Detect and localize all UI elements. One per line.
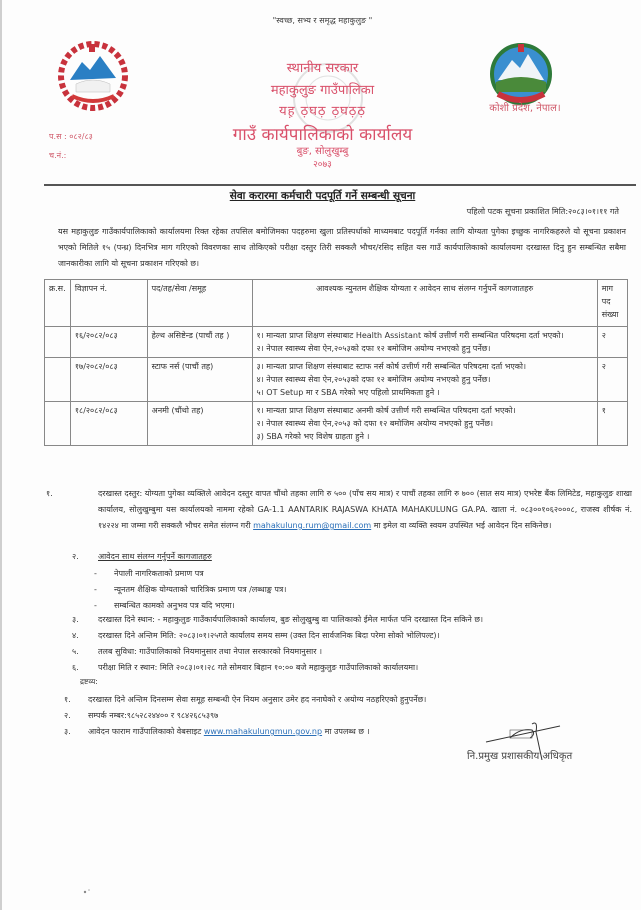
note-number: ३. xyxy=(64,727,71,736)
header-municipality: महाकुलुङ गाउँपालिका xyxy=(270,83,375,98)
cell-qualification xyxy=(252,402,597,446)
cell-post: स्टाफ नर्स (पाचौं तह) xyxy=(147,358,252,402)
col-header-adv-no: विज्ञापन नं. xyxy=(70,280,147,327)
table-header-row xyxy=(45,280,628,327)
cell-post: अनमी (चौंथो तह) xyxy=(147,402,252,446)
table-row xyxy=(45,358,628,402)
cell-qualification xyxy=(252,327,597,358)
section-text: तलब सुविधा: गाउँपालिकाको नियमानुसार तथा नेपाल सरकारको नियमानुसार । xyxy=(98,647,323,656)
section-number: ५. xyxy=(72,647,79,656)
col-header-count: माग पद संख्या xyxy=(597,280,627,327)
section-text: दरखास्त दस्तुर: योग्यता पुगेका व्यक्तिले आवेदन दस्तुर वापत चौंथो तहका लागि रु ५०० (पाँच सय मात्र) र पाचौं तहका लागि रु ७०० (सात सय मात्र) एभरेष्ट बैंक लिमिटेड, महाकुलुङ शाखा कार्यालय, सोलुखुम्बुमा यस कार्यालयको नाममा रहेको GA-1.1 AANTARIK RAJASWA KHATA MAHAKULUNG GA.PA. खाता नं. ०८३००१०६२०००८, राजस्व शीर्षक नं. १४२२४ मा जम्मा गरी सक्कलै भौचर समेत संलग्न गरी xyxy=(98,489,632,530)
notice-title: सेवा करारमा कर्मचारी पदपूर्ति गर्ने सम्बन्धी सूचना xyxy=(229,190,416,202)
section-documents xyxy=(72,549,632,565)
qualification-item: २। नेपाल स्वास्थ्य सेवा ऐन,२०५३ को दफा १२ बमोजिम अयोग्य नभएको हुनु पर्नेछ। xyxy=(256,419,493,428)
qualification-item: ५। OT Setup मा र SBA गरेको भए पहिलो प्राथमिकता हुने । xyxy=(256,388,440,397)
scan-speck xyxy=(82,888,92,894)
section-heading: आवेदन साथ संलग्न गर्नुपर्ने कागजातहरु xyxy=(98,552,212,561)
qualification-item: १। मान्यता प्राप्त शिक्षण संस्थाबाट अनमी कोर्ष उत्तीर्ण गरी सम्बन्धित परिषदमा दर्ता भएको। xyxy=(256,406,516,415)
col-header-qualification: आवश्यक न्युनतम शैक्षिक योग्यता र आवेदन साथ संलग्न गर्नुपर्ने कागजातहरु xyxy=(252,280,597,327)
qualification-item: ३। मान्यता प्राप्त शिक्षण संस्थाबाट स्टाफ नर्स कोर्ष उत्तीर्ण गरी सम्बन्धित परिषदमा दर्ता भएको। xyxy=(256,362,526,371)
cell-sn xyxy=(45,358,71,402)
header-office: गाउँ कार्यपालिकाको कार्यालय xyxy=(232,125,413,145)
section-deadline xyxy=(72,628,632,644)
cell-adv-no: १६/२०८२/०८३ xyxy=(70,327,147,358)
note-number: १. xyxy=(64,695,71,704)
section-exam xyxy=(72,660,632,676)
cell-count: २ xyxy=(597,327,627,358)
table-row xyxy=(45,327,628,358)
col-header-post: पद/तह/सेवा /समूह xyxy=(147,280,252,327)
section-number: ३. xyxy=(72,615,79,624)
cell-sn xyxy=(45,402,71,446)
email-link[interactable]: mahakulung.rum@gmail.com xyxy=(253,521,372,530)
header-script-line: यह़ ठ़घठ़ ठ़घठ़ठ़ xyxy=(279,104,366,119)
note-text: सम्पर्क नम्बर:९८५२८२४४०० र ९८४२६८५३९७ xyxy=(88,711,219,720)
col-header-sn: क्र.स. xyxy=(45,280,71,327)
dispatch-number: च.नं.: xyxy=(49,151,67,160)
motto: "स्वच्छ, सभ्य र समृद्ध महाकुलुङ " xyxy=(272,16,373,25)
section-number: २. xyxy=(72,552,79,561)
qualification-item: २। नेपाल स्वास्थ्य सेवा ऐन,२०५३को दफा १२ बमोजिम अयोग्य नभएको हुनु पर्नेछ। xyxy=(256,344,491,353)
vacancy-table xyxy=(44,279,628,446)
note-number: २. xyxy=(64,711,71,720)
cell-count: २ xyxy=(597,358,627,402)
note-text: आवेदन फाराम गाउँपालिकाको वेबसाइट xyxy=(88,727,204,736)
cell-post: हेल्थ असिष्टेन्ड (पाचौं तह ) xyxy=(147,327,252,358)
section-application-fee xyxy=(46,486,632,534)
section-number: १. xyxy=(46,489,53,498)
signatory-title: नि.प्रमुख प्रशासकीय अधिकृत xyxy=(467,751,573,762)
list-item: - न्यूनतम शैक्षिक योग्यताको चारित्रिक प्रमाण पत्र /लब्धाङ्क पत्र। xyxy=(94,582,286,598)
header-divider xyxy=(44,184,636,186)
documents-list xyxy=(94,566,286,614)
header-local-government: स्थानीय सरकार xyxy=(286,61,359,76)
province-label: कोशी प्रदेश, नेपाल। xyxy=(489,103,561,114)
reference-number: प.स : ०८२/८३ xyxy=(49,132,93,141)
section-text: दरखास्त दिने अन्तिम मिति: २०८३।०१।२५गते कार्यालय समय सम्म (उक्त दिन सार्वजनिक बिदा परेमा सोको भोलिपल्ट)। xyxy=(98,631,440,640)
header-address: बुङ, सोलुखुम्बु xyxy=(296,146,349,157)
cell-sn xyxy=(45,327,71,358)
section-salary xyxy=(72,644,632,660)
list-item: - सम्बन्धित कामको अनुभव पत्र यदि भएमा। xyxy=(94,598,286,614)
table-row xyxy=(45,402,628,446)
section-text-after: मा इमेल वा व्यक्ति स्वयम उपस्थित भई आवेदन दिन सकिनेछ। xyxy=(371,521,552,530)
website-link[interactable]: www.mahakulungmun.gov.np xyxy=(203,727,323,736)
section-application-place xyxy=(72,612,632,628)
section-number: ६. xyxy=(72,663,79,672)
cell-adv-no: १७/२०८२/०८३ xyxy=(70,358,147,402)
note-text: दरखास्त दिने अन्तिम दिनसम्म सेवा समूह सम्बन्धी ऐन नियम अनुसार उमेर हद ननाघेको र अयोग्य नठहरिएको हुनुपर्नेछ। xyxy=(88,695,427,704)
qualification-item: ४। नेपाल स्वास्थ्य सेवा ऐन,२०५३को दफा १२ बमोजिम अयोग्य नभएको हुनु पर्नेछ। xyxy=(256,375,491,384)
section-text: परीक्षा मिति र स्थान: मिति २०८३।०१।२८ गते सोमवार बिहान १०:०० बजे महाकुलुङ गाउँपालिकाको कार्यालयमा। xyxy=(98,663,419,672)
notes-label: द्रष्टव्य: xyxy=(80,677,98,686)
cell-count: १ xyxy=(597,402,627,446)
note-item xyxy=(64,692,624,708)
section-number: ४. xyxy=(72,631,79,640)
qualification-item: ३) SBA गरेको भए विशेष ग्राहता हुने । xyxy=(256,432,370,441)
qualification-item: १। मान्यता प्राप्त शिक्षण संस्थाबाट Health Assistant कोर्ष उत्तीर्ण गरी सम्बन्धित परिषदमा दर्ता भएको। xyxy=(256,331,564,340)
section-text: दरखास्त दिने स्थान: - महाकुलुङ गाउँकार्यपालिकाको कार्यालय, बुङ सोलुखुम्बु वा पालिकाको ईमेल मार्फत पनि दरखास्त दिन सकिने छ। xyxy=(98,615,484,624)
cell-qualification xyxy=(252,358,597,402)
header-year: २०७३ xyxy=(313,160,332,170)
note-text-after: मा उपलब्ध छ । xyxy=(322,727,370,736)
notice-intro: यस महाकुलुङ गाउँकार्यपालिकाको कार्यालयमा रिक्त रहेका तपसिल बमोजिमका पदहरुमा खुला प्रतिस्पर्धाको माध्यमबाट पदपूर्ति गर्नका लागि योग्यता पुगेका इच्छुक नागरिकहरुले यो सूचना प्रकाशन भएको मितिले १५ (पन्ध्र) दिनभित्र माग गरिएको विवरणका साथ तोकिएको परीक्षा दस्तुर तिरी सक्कलै भौचर/रसिद सहित यस गाउँ कार्यपालिकाको कार्यालयमा दरखास्त दिनु हुन सम्बन्धित सबैमा जानकारीका लागि यो सूचना प्रकाशन गरिएको छ। xyxy=(58,227,626,268)
cell-adv-no: १८/२०८२/०८३ xyxy=(70,402,147,446)
list-item: - नेपाली नागरिकताको प्रमाण पत्र xyxy=(94,566,286,582)
published-date: पहिलो पटक सूचना प्रकाशित मिति:२०८३।०१।११ गते xyxy=(466,207,619,216)
